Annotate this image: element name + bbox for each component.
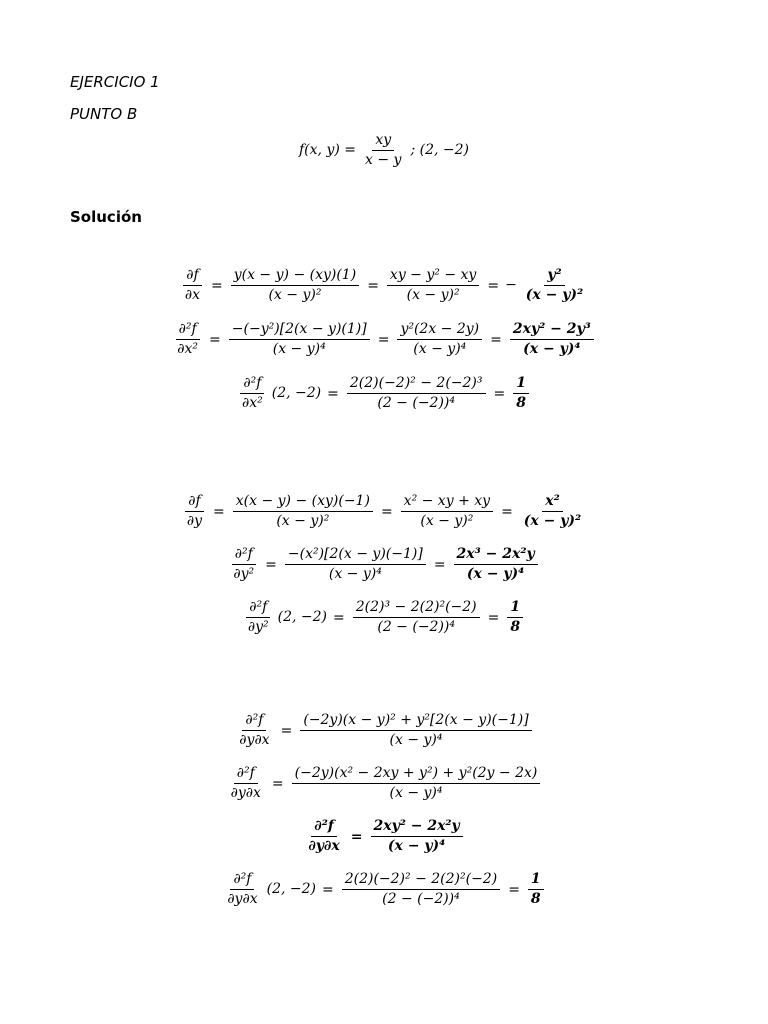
- fraction: [245, 599, 272, 636]
- numerator: x² − xy + xy: [401, 493, 493, 512]
- numerator: −(x²)[2(x − y)(−1)]: [285, 546, 426, 565]
- fraction: [507, 599, 523, 636]
- equals-sign: =: [501, 503, 513, 520]
- numerator: −(−y²)[2(x − y)(1)]: [229, 321, 370, 340]
- denominator: ∂y∂x: [308, 838, 340, 854]
- numerator: ∂²f: [242, 712, 266, 731]
- fraction: [353, 599, 480, 636]
- equation-row: [234, 712, 533, 749]
- denominator: (x − y)⁴: [413, 341, 467, 357]
- equals-sign: =: [433, 556, 446, 573]
- numerator: ∂f: [185, 493, 203, 512]
- function-lhs: f(x, y) =: [299, 142, 356, 158]
- fraction: [184, 493, 205, 530]
- equals-sign: =: [271, 775, 284, 792]
- fraction: [523, 267, 586, 304]
- fraction: [454, 546, 538, 583]
- numerator: 1: [528, 871, 544, 890]
- numerator: 2x³ − 2x²y: [454, 546, 538, 565]
- equals-sign: =: [280, 722, 293, 739]
- numerator: 2xy² − 2y³: [510, 321, 594, 340]
- fxy-line-4: [0, 868, 768, 928]
- denominator: ∂x²: [177, 341, 199, 357]
- math-term: (2, −2): [271, 385, 322, 401]
- denominator: 8: [516, 395, 526, 411]
- fraction: [371, 818, 463, 855]
- numerator: 2xy² − 2x²y: [371, 818, 463, 837]
- numerator: y²: [544, 267, 564, 286]
- numerator: 2(2)³ − 2(2)²(−2): [353, 599, 480, 618]
- denominator: ∂y∂x: [239, 732, 270, 748]
- numerator: xy: [372, 132, 394, 151]
- numerator: ∂²f: [176, 321, 200, 340]
- equals-sign: =: [487, 609, 500, 626]
- denominator: (2 − (−2))⁴: [377, 395, 455, 411]
- equals-sign: =: [377, 331, 390, 348]
- fraction: [229, 321, 370, 358]
- fraction: [228, 765, 264, 802]
- math-term: (2, −2): [277, 609, 327, 625]
- fraction: [513, 375, 529, 412]
- exercise-title: EJERCICIO 1: [70, 73, 160, 91]
- equation-row: [299, 132, 469, 169]
- numerator: 1: [513, 375, 529, 394]
- numerator: 2(2)(−2)² − 2(−2)³: [347, 375, 486, 394]
- numerator: y(x − y) − (xy)(1): [231, 267, 359, 286]
- equals-sign: =: [209, 331, 221, 348]
- equals-sign: =: [493, 385, 506, 402]
- fraction: [224, 871, 260, 908]
- denominator: ∂x: [184, 287, 200, 303]
- fxy-line-2: [0, 762, 768, 822]
- denominator: ∂y: [186, 513, 203, 529]
- fraction: [230, 546, 257, 583]
- fxy-line-3: [0, 815, 768, 875]
- function-fraction: [362, 132, 404, 169]
- fraction: [397, 321, 482, 358]
- denominator: (x − y)⁴: [328, 566, 382, 582]
- fraction: [510, 321, 594, 358]
- denominator: (x − y)⁴: [387, 838, 446, 854]
- denominator: (x − y)⁴: [389, 732, 443, 748]
- denominator: (2 − (−2))⁴: [382, 891, 460, 907]
- fraction: [236, 712, 272, 749]
- fraction: [401, 493, 493, 530]
- numerator: ∂²f: [240, 375, 264, 394]
- equation-row: [172, 321, 595, 358]
- denominator: ∂y²: [247, 619, 269, 635]
- numerator: ∂²f: [230, 871, 254, 890]
- equals-sign: =: [265, 556, 277, 573]
- denominator: (x − y)⁴: [523, 341, 581, 357]
- denominator: 8: [530, 891, 541, 907]
- equals-sign: =: [327, 385, 339, 402]
- math-term: (2, −2): [266, 881, 316, 897]
- denominator: (x − y)²: [525, 287, 584, 303]
- fraction: [174, 321, 201, 358]
- fx-line-1: [0, 264, 768, 324]
- denominator: ∂y∂x: [230, 785, 261, 801]
- fraction: [521, 493, 584, 530]
- equals-sign: =: [487, 277, 500, 294]
- numerator: 1: [507, 599, 523, 618]
- fraction: [300, 712, 531, 749]
- equals-sign: =: [333, 609, 345, 626]
- fraction: [239, 375, 266, 412]
- equation-row: [182, 493, 586, 530]
- math-term: −: [505, 277, 517, 293]
- numerator: ∂f: [183, 267, 201, 286]
- fy-line-1: [0, 490, 768, 550]
- equation-row: [222, 871, 545, 908]
- fraction: [231, 267, 359, 304]
- denominator: ∂y∂x: [227, 891, 258, 907]
- numerator: ∂²f: [232, 546, 256, 565]
- fy-line-3: [0, 596, 768, 656]
- fraction: [387, 267, 479, 304]
- denominator: ∂y²: [233, 566, 255, 582]
- equation-row: [180, 267, 588, 304]
- numerator: ∂²f: [234, 765, 258, 784]
- fx-line-2: [0, 318, 768, 378]
- denominator: (x − y)²: [420, 513, 474, 529]
- fx-line-3: [0, 372, 768, 432]
- fraction: [182, 267, 203, 304]
- equals-sign: =: [380, 503, 393, 520]
- denominator: x − y: [365, 152, 402, 168]
- equals-sign: =: [508, 881, 520, 898]
- equals-sign: =: [210, 277, 223, 294]
- function-definition: [0, 132, 768, 192]
- numerator: y²(2x − 2y): [397, 321, 482, 340]
- denominator: (x − y)⁴: [466, 566, 525, 582]
- denominator: (x − y)²: [406, 287, 460, 303]
- fraction: [347, 375, 486, 412]
- denominator: (x − y)⁴: [389, 785, 443, 801]
- numerator: 2(2)(−2)² − 2(2)²(−2): [342, 871, 500, 890]
- equals-sign: =: [367, 277, 379, 294]
- numerator: (−2y)(x − y)² + y²[2(x − y)(−1)]: [300, 712, 531, 731]
- fraction: [305, 818, 342, 855]
- denominator: ∂x²: [242, 395, 263, 411]
- fy-line-2: [0, 543, 768, 603]
- denominator: 8: [510, 619, 521, 635]
- numerator: ∂²f: [311, 818, 337, 837]
- denominator: (2 − (−2))⁴: [377, 619, 455, 635]
- function-point: ; (2, −2): [410, 142, 469, 158]
- equation-row: [237, 375, 531, 412]
- denominator: (x − y)²: [523, 513, 582, 529]
- fraction: [233, 493, 373, 530]
- fraction: [528, 871, 544, 908]
- fxy-line-1: [0, 709, 768, 769]
- numerator: xy − y² − xy: [387, 267, 479, 286]
- denominator: (x − y)²: [268, 287, 322, 303]
- numerator: (−2y)(x² − 2xy + y²) + y²(2y − 2x): [292, 765, 541, 784]
- equation-row: [226, 765, 543, 802]
- fraction: [342, 871, 500, 908]
- point-label: PUNTO B: [70, 105, 138, 123]
- fraction: [285, 546, 426, 583]
- numerator: x(x − y) − (xy)(−1): [233, 493, 373, 512]
- denominator: (x − y)²: [276, 513, 330, 529]
- equation-row: [228, 546, 539, 583]
- fraction: [292, 765, 541, 802]
- numerator: ∂²f: [246, 599, 270, 618]
- solution-heading: Solución: [70, 208, 142, 226]
- denominator: (x − y)⁴: [272, 341, 326, 357]
- equals-sign: =: [213, 503, 225, 520]
- numerator: x²: [542, 493, 562, 512]
- equation-row: [303, 818, 464, 855]
- equation-row: [243, 599, 525, 636]
- equals-sign: =: [490, 331, 502, 348]
- equals-sign: =: [321, 881, 334, 898]
- equals-sign: =: [350, 828, 363, 845]
